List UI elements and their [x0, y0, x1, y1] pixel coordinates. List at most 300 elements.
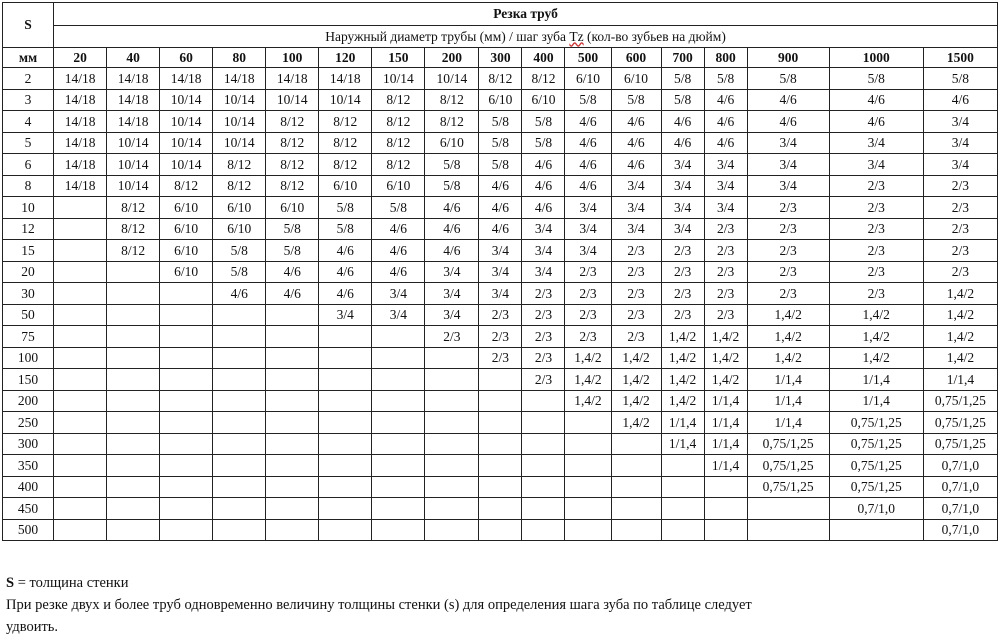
- table-cell: [54, 412, 107, 434]
- table-cell: [266, 519, 319, 541]
- table-cell: [425, 390, 479, 412]
- table-cell: 2/3: [611, 304, 661, 326]
- table-cell: 10/14: [372, 68, 425, 90]
- table-cell: 8/12: [425, 89, 479, 111]
- table-cell: 1,4/2: [704, 369, 747, 391]
- table-cell: 2/3: [704, 240, 747, 262]
- table-cell: 4/6: [565, 111, 611, 133]
- table-cell: [565, 412, 611, 434]
- table-cell: [611, 519, 661, 541]
- table-cell: [425, 519, 479, 541]
- table-cell: [160, 519, 213, 541]
- table-cell: [213, 455, 266, 477]
- table-cell: 0,75/1,25: [923, 412, 997, 434]
- table-cell: [54, 283, 107, 305]
- column-header: 1500: [923, 48, 997, 68]
- table-cell: [425, 369, 479, 391]
- table-cell: 5/8: [319, 218, 372, 240]
- subtitle-pre: Наружный диаметр трубы (мм) / шаг зуба: [325, 28, 570, 44]
- table-cell: [107, 455, 160, 477]
- table-cell: 0,75/1,25: [829, 455, 923, 477]
- table-cell: 2/3: [704, 218, 747, 240]
- table-cell: [160, 390, 213, 412]
- row-thickness: 100: [3, 347, 54, 369]
- table-cell: 0,7/1,0: [829, 498, 923, 520]
- table-cell: 14/18: [213, 68, 266, 90]
- table-cell: 1,4/2: [565, 369, 611, 391]
- table-cell: 6/10: [160, 218, 213, 240]
- table-cell: 3/4: [479, 283, 522, 305]
- table-cell: 10/14: [266, 89, 319, 111]
- table-cell: 8/12: [319, 154, 372, 176]
- row-thickness: 500: [3, 519, 54, 541]
- table-cell: 8/12: [213, 154, 266, 176]
- table-cell: 2/3: [479, 304, 522, 326]
- table-cell: [107, 519, 160, 541]
- table-cell: 5/8: [829, 68, 923, 90]
- table-cell: 14/18: [160, 68, 213, 90]
- table-cell: 2/3: [522, 347, 565, 369]
- table-cell: 3/4: [704, 175, 747, 197]
- table-cell: 2/3: [611, 261, 661, 283]
- table-cell: 8/12: [522, 68, 565, 90]
- table-cell: [704, 476, 747, 498]
- table-cell: [319, 433, 372, 455]
- table-cell: 4/6: [479, 197, 522, 219]
- table-cell: 4/6: [829, 89, 923, 111]
- table-cell: 2/3: [611, 240, 661, 262]
- table-cell: 3/4: [747, 154, 829, 176]
- table-cell: 4/6: [425, 218, 479, 240]
- row-thickness: 10: [3, 197, 54, 219]
- table-cell: [54, 326, 107, 348]
- table-cell: 2/3: [747, 283, 829, 305]
- table-cell: [54, 476, 107, 498]
- table-cell: [54, 218, 107, 240]
- table-cell: 0,75/1,25: [747, 433, 829, 455]
- table-cell: 1/1,4: [829, 369, 923, 391]
- table-cell: 4/6: [565, 175, 611, 197]
- column-header: 800: [704, 48, 747, 68]
- mm-header: мм: [3, 48, 54, 68]
- table-cell: 1,4/2: [661, 369, 704, 391]
- table-cell: 4/6: [319, 283, 372, 305]
- table-cell: [704, 519, 747, 541]
- table-cell: [266, 369, 319, 391]
- table-cell: 3/4: [372, 283, 425, 305]
- table-row: [3, 476, 998, 498]
- table-cell: [107, 326, 160, 348]
- table-cell: 14/18: [107, 68, 160, 90]
- table-cell: 0,7/1,0: [923, 476, 997, 498]
- table-cell: 5/8: [522, 111, 565, 133]
- table-cell: [425, 476, 479, 498]
- table-cell: 4/6: [704, 89, 747, 111]
- table-cell: 1/1,4: [923, 369, 997, 391]
- table-cell: 2/3: [661, 283, 704, 305]
- table-cell: [372, 326, 425, 348]
- row-thickness: 2: [3, 68, 54, 90]
- table-cell: 8/12: [372, 154, 425, 176]
- table-cell: [565, 455, 611, 477]
- table-cell: [54, 347, 107, 369]
- table-cell: [479, 519, 522, 541]
- column-header: 700: [661, 48, 704, 68]
- table-cell: [213, 347, 266, 369]
- table-cell: 3/4: [565, 218, 611, 240]
- table-row: [3, 369, 998, 391]
- table-cell: 5/8: [565, 89, 611, 111]
- table-cell: [107, 304, 160, 326]
- table-cell: 2/3: [829, 261, 923, 283]
- table-cell: [54, 498, 107, 520]
- table-cell: 4/6: [611, 132, 661, 154]
- table-cell: 3/4: [747, 132, 829, 154]
- table-cell: 6/10: [372, 175, 425, 197]
- table-cell: [522, 412, 565, 434]
- table-cell: [747, 498, 829, 520]
- table-cell: 5/8: [479, 132, 522, 154]
- table-cell: [319, 412, 372, 434]
- table-cell: [266, 412, 319, 434]
- table-cell: 3/4: [522, 240, 565, 262]
- table-cell: [266, 304, 319, 326]
- table-cell: [107, 390, 160, 412]
- table-cell: 5/8: [747, 68, 829, 90]
- table-cell: 5/8: [213, 261, 266, 283]
- table-cell: 2/3: [611, 283, 661, 305]
- table-cell: [160, 369, 213, 391]
- table-cell: 4/6: [372, 218, 425, 240]
- table-cell: 0,75/1,25: [747, 455, 829, 477]
- table-cell: 8/12: [266, 154, 319, 176]
- table-cell: 8/12: [107, 240, 160, 262]
- table-cell: 3/4: [425, 283, 479, 305]
- table-cell: [372, 433, 425, 455]
- table-cell: 6/10: [266, 197, 319, 219]
- table-row: [3, 326, 998, 348]
- row-thickness: 75: [3, 326, 54, 348]
- table-row: [3, 197, 998, 219]
- table-cell: 14/18: [266, 68, 319, 90]
- table-cell: [425, 412, 479, 434]
- table-cell: 2/3: [704, 304, 747, 326]
- table-cell: 2/3: [747, 261, 829, 283]
- table-cell: 8/12: [479, 68, 522, 90]
- table-cell: 3/4: [611, 175, 661, 197]
- table-cell: 5/8: [661, 89, 704, 111]
- table-cell: 4/6: [266, 261, 319, 283]
- table-cell: 2/3: [661, 304, 704, 326]
- table-cell: 10/14: [160, 89, 213, 111]
- subtitle-tz: Tz: [569, 28, 584, 44]
- table-cell: 2/3: [747, 218, 829, 240]
- table-cell: 2/3: [829, 218, 923, 240]
- table-cell: [54, 240, 107, 262]
- table-cell: 0,75/1,25: [829, 412, 923, 434]
- table-cell: 14/18: [54, 89, 107, 111]
- table-cell: 4/6: [425, 240, 479, 262]
- row-thickness: 3: [3, 89, 54, 111]
- table-cell: 14/18: [54, 175, 107, 197]
- table-cell: [522, 476, 565, 498]
- table-cell: 6/10: [160, 261, 213, 283]
- table-cell: [319, 498, 372, 520]
- table-cell: [54, 369, 107, 391]
- table-cell: 14/18: [107, 89, 160, 111]
- table-cell: [54, 261, 107, 283]
- table-cell: [266, 498, 319, 520]
- table-cell: 3/4: [704, 197, 747, 219]
- table-cell: 14/18: [107, 111, 160, 133]
- table-row: [3, 390, 998, 412]
- table-cell: [266, 326, 319, 348]
- table-row: [3, 261, 998, 283]
- table-cell: 8/12: [319, 132, 372, 154]
- table-cell: 5/8: [479, 111, 522, 133]
- table-cell: 2/3: [923, 240, 997, 262]
- table-cell: 4/6: [479, 218, 522, 240]
- table-cell: [565, 433, 611, 455]
- table-row: [3, 433, 998, 455]
- table-cell: 5/8: [479, 154, 522, 176]
- table-cell: [522, 455, 565, 477]
- table-cell: 2/3: [479, 326, 522, 348]
- table-cell: 10/14: [160, 111, 213, 133]
- table-cell: [611, 476, 661, 498]
- table-cell: 3/4: [479, 261, 522, 283]
- table-cell: 5/8: [266, 240, 319, 262]
- row-thickness: 300: [3, 433, 54, 455]
- table-cell: [160, 283, 213, 305]
- table-row: [3, 283, 998, 305]
- table-row: [3, 175, 998, 197]
- table-cell: [479, 412, 522, 434]
- table-cell: 14/18: [54, 132, 107, 154]
- table-row: [3, 132, 998, 154]
- table-cell: 10/14: [107, 154, 160, 176]
- table-cell: 2/3: [611, 326, 661, 348]
- table-cell: 5/8: [319, 197, 372, 219]
- table-cell: [213, 476, 266, 498]
- table-cell: [213, 326, 266, 348]
- table-row: [3, 498, 998, 520]
- table-cell: 1,4/2: [565, 347, 611, 369]
- table-cell: 10/14: [213, 111, 266, 133]
- table-row: [3, 218, 998, 240]
- table-cell: 2/3: [661, 261, 704, 283]
- table-cell: [372, 519, 425, 541]
- table-cell: 3/4: [565, 197, 611, 219]
- table-cell: [107, 283, 160, 305]
- table-cell: 2/3: [747, 197, 829, 219]
- table-cell: 2/3: [829, 283, 923, 305]
- row-thickness: 450: [3, 498, 54, 520]
- table-cell: [54, 304, 107, 326]
- table-cell: [479, 498, 522, 520]
- table-cell: [160, 412, 213, 434]
- table-cell: [611, 455, 661, 477]
- table-cell: 4/6: [522, 175, 565, 197]
- table-cell: 8/12: [372, 111, 425, 133]
- table-cell: [479, 455, 522, 477]
- table-cell: [107, 476, 160, 498]
- table-cell: 2/3: [923, 261, 997, 283]
- column-header: 400: [522, 48, 565, 68]
- table-cell: [661, 498, 704, 520]
- table-cell: 5/8: [611, 89, 661, 111]
- table-cell: 1,4/2: [747, 326, 829, 348]
- table-cell: [213, 498, 266, 520]
- table-row: [3, 154, 998, 176]
- table-cell: 1/1,4: [704, 390, 747, 412]
- table-row: [3, 111, 998, 133]
- table-cell: 3/4: [923, 111, 997, 133]
- table-cell: 5/8: [923, 68, 997, 90]
- table-cell: 5/8: [266, 218, 319, 240]
- table-row: [3, 304, 998, 326]
- table-cell: [372, 476, 425, 498]
- table-cell: 3/4: [611, 197, 661, 219]
- table-cell: [661, 455, 704, 477]
- table-cell: [565, 498, 611, 520]
- table-cell: [747, 519, 829, 541]
- table-cell: [661, 519, 704, 541]
- table-cell: 2/3: [522, 304, 565, 326]
- table-cell: 2/3: [704, 261, 747, 283]
- table-cell: 8/12: [266, 175, 319, 197]
- table-cell: 4/6: [213, 283, 266, 305]
- table-cell: 1,4/2: [923, 304, 997, 326]
- table-cell: [522, 390, 565, 412]
- table-cell: [160, 347, 213, 369]
- table-cell: 4/6: [747, 111, 829, 133]
- table-cell: 6/10: [611, 68, 661, 90]
- table-cell: 4/6: [479, 175, 522, 197]
- table-cell: 2/3: [923, 218, 997, 240]
- table-cell: 10/14: [319, 89, 372, 111]
- row-thickness: 12: [3, 218, 54, 240]
- table-cell: 8/12: [213, 175, 266, 197]
- table-cell: [107, 347, 160, 369]
- table-cell: 3/4: [319, 304, 372, 326]
- note-s-bold: S: [6, 575, 15, 591]
- table-cell: [107, 369, 160, 391]
- table-cell: 1,4/2: [611, 412, 661, 434]
- table-cell: 4/6: [425, 197, 479, 219]
- table-cell: [704, 498, 747, 520]
- table-cell: [213, 304, 266, 326]
- table-cell: 4/6: [747, 89, 829, 111]
- table-cell: 6/10: [213, 197, 266, 219]
- table-cell: 3/4: [522, 218, 565, 240]
- table-cell: 2/3: [425, 326, 479, 348]
- table-cell: 8/12: [425, 111, 479, 133]
- table-cell: [372, 369, 425, 391]
- table-cell: 3/4: [829, 132, 923, 154]
- table-cell: 4/6: [661, 111, 704, 133]
- table-cell: 6/10: [479, 89, 522, 111]
- table-cell: 1/1,4: [747, 412, 829, 434]
- table-cell: [319, 347, 372, 369]
- table-cell: 3/4: [565, 240, 611, 262]
- column-header: 500: [565, 48, 611, 68]
- table-cell: 1,4/2: [923, 347, 997, 369]
- table-cell: [266, 476, 319, 498]
- table-cell: 2/3: [522, 326, 565, 348]
- table-cell: 3/4: [479, 240, 522, 262]
- column-header: 100: [266, 48, 319, 68]
- table-cell: [54, 519, 107, 541]
- table-cell: [54, 455, 107, 477]
- table-cell: 2/3: [565, 326, 611, 348]
- table-cell: 1,4/2: [747, 304, 829, 326]
- table-cell: 4/6: [565, 132, 611, 154]
- table-cell: 1,4/2: [829, 304, 923, 326]
- table-cell: 10/14: [425, 68, 479, 90]
- table-cell: 3/4: [425, 261, 479, 283]
- table-cell: 3/4: [829, 154, 923, 176]
- table-cell: 2/3: [923, 175, 997, 197]
- column-header: 900: [747, 48, 829, 68]
- table-cell: 2/3: [704, 283, 747, 305]
- table-cell: [479, 433, 522, 455]
- table-cell: [213, 369, 266, 391]
- table-cell: 3/4: [923, 132, 997, 154]
- table-cell: 10/14: [160, 154, 213, 176]
- table-cell: 1,4/2: [661, 326, 704, 348]
- row-thickness: 200: [3, 390, 54, 412]
- table-cell: 14/18: [54, 154, 107, 176]
- table-cell: 0,7/1,0: [923, 519, 997, 541]
- table-cell: 1,4/2: [661, 390, 704, 412]
- table-cell: 5/8: [213, 240, 266, 262]
- table-cell: 2/3: [923, 197, 997, 219]
- table-cell: 10/14: [107, 175, 160, 197]
- table-cell: 4/6: [522, 197, 565, 219]
- column-header: 1000: [829, 48, 923, 68]
- table-cell: 2/3: [661, 240, 704, 262]
- table-cell: 6/10: [213, 218, 266, 240]
- table-cell: 6/10: [160, 197, 213, 219]
- table-cell: 0,75/1,25: [923, 390, 997, 412]
- table-cell: 0,75/1,25: [829, 476, 923, 498]
- table-cell: [319, 369, 372, 391]
- table-cell: [213, 519, 266, 541]
- table-cell: [425, 433, 479, 455]
- column-header: 200: [425, 48, 479, 68]
- table-cell: 2/3: [829, 175, 923, 197]
- row-thickness: 5: [3, 132, 54, 154]
- table-cell: 14/18: [54, 111, 107, 133]
- row-thickness: 400: [3, 476, 54, 498]
- column-header: 300: [479, 48, 522, 68]
- row-thickness: 30: [3, 283, 54, 305]
- note-line-3: удвоить.: [6, 619, 59, 635]
- table-cell: [611, 498, 661, 520]
- table-cell: 6/10: [319, 175, 372, 197]
- table-subtitle: [54, 26, 998, 48]
- table-cell: [479, 369, 522, 391]
- table-cell: 2/3: [565, 283, 611, 305]
- table-cell: 4/6: [923, 89, 997, 111]
- table-cell: 3/4: [522, 261, 565, 283]
- table-cell: [479, 476, 522, 498]
- table-cell: [319, 476, 372, 498]
- row-thickness: 350: [3, 455, 54, 477]
- table-cell: 1,4/2: [565, 390, 611, 412]
- notes: [6, 572, 906, 638]
